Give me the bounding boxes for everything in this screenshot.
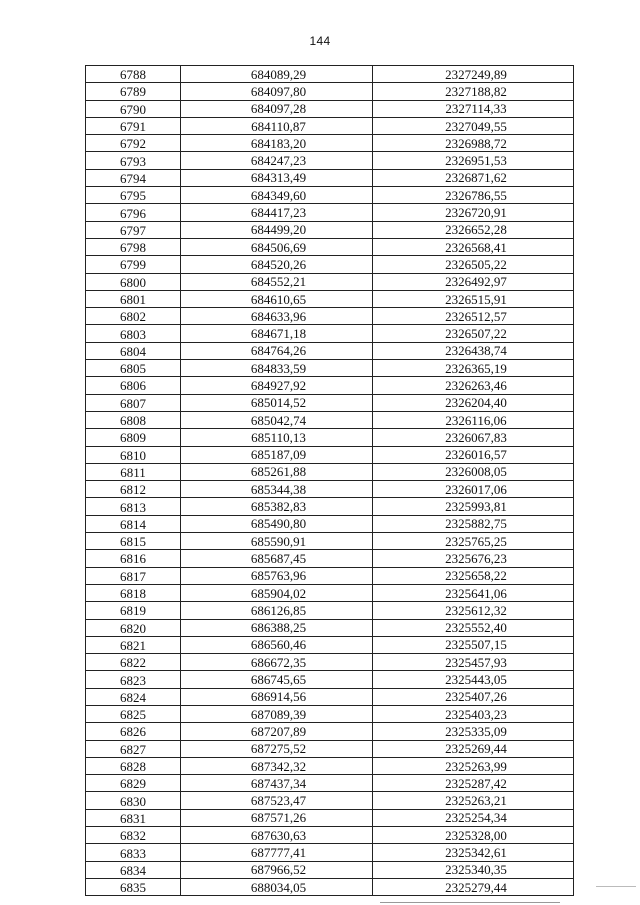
point-number-cell: 6804 [86, 342, 181, 359]
y-coordinate-cell: 2325882,75 [373, 515, 574, 532]
point-number-cell: 6794 [86, 169, 181, 186]
y-coordinate-cell: 2325263,99 [373, 757, 574, 774]
point-number-cell: 6826 [86, 723, 181, 740]
y-coordinate-cell: 2326017,06 [373, 481, 574, 498]
x-coordinate-cell: 684506,69 [181, 238, 373, 255]
x-coordinate-cell: 684764,26 [181, 342, 373, 359]
y-coordinate-cell: 2325335,09 [373, 723, 574, 740]
table-row [86, 654, 574, 671]
table-row [86, 550, 574, 567]
x-coordinate-cell: 686745,65 [181, 671, 373, 688]
point-number-cell: 6833 [86, 844, 181, 861]
y-coordinate-cell: 2325658,22 [373, 567, 574, 584]
x-coordinate-cell: 684097,28 [181, 100, 373, 117]
y-coordinate-cell: 2325254,34 [373, 809, 574, 826]
point-number-cell: 6809 [86, 429, 181, 446]
x-coordinate-cell: 685042,74 [181, 411, 373, 428]
x-coordinate-cell: 685344,38 [181, 481, 373, 498]
point-number-cell: 6795 [86, 187, 181, 204]
table-row [86, 792, 574, 809]
point-number-cell: 6827 [86, 740, 181, 757]
x-coordinate-cell: 687437,34 [181, 775, 373, 792]
point-number-cell: 6830 [86, 792, 181, 809]
x-coordinate-cell: 686672,35 [181, 654, 373, 671]
x-coordinate-cell: 685590,91 [181, 533, 373, 550]
point-number-cell: 6792 [86, 135, 181, 152]
page-number: 144 [309, 34, 331, 48]
x-coordinate-cell: 684349,60 [181, 187, 373, 204]
point-number-cell: 6796 [86, 204, 181, 221]
table-row [86, 135, 574, 152]
y-coordinate-cell: 2325443,05 [373, 671, 574, 688]
coordinates-table-body [86, 66, 574, 896]
x-coordinate-cell: 684833,59 [181, 360, 373, 377]
table-row [86, 221, 574, 238]
y-coordinate-cell: 2326871,62 [373, 169, 574, 186]
table-row [86, 705, 574, 722]
table-row [86, 602, 574, 619]
x-coordinate-cell: 685110,13 [181, 429, 373, 446]
y-coordinate-cell: 2326652,28 [373, 221, 574, 238]
y-coordinate-cell: 2326988,72 [373, 135, 574, 152]
table-row [86, 290, 574, 307]
y-coordinate-cell: 2325676,23 [373, 550, 574, 567]
point-number-cell: 6815 [86, 533, 181, 550]
point-number-cell: 6814 [86, 515, 181, 532]
x-coordinate-cell: 687630,63 [181, 827, 373, 844]
point-number-cell: 6793 [86, 152, 181, 169]
x-coordinate-cell: 687275,52 [181, 740, 373, 757]
table-row [86, 515, 574, 532]
y-coordinate-cell: 2326016,57 [373, 446, 574, 463]
y-coordinate-cell: 2326204,40 [373, 394, 574, 411]
x-coordinate-cell: 684552,21 [181, 273, 373, 290]
point-number-cell: 6822 [86, 654, 181, 671]
y-coordinate-cell: 2325507,15 [373, 636, 574, 653]
scan-artifact-line [596, 886, 636, 887]
x-coordinate-cell: 684927,92 [181, 377, 373, 394]
table-row [86, 775, 574, 792]
table-row [86, 238, 574, 255]
y-coordinate-cell: 2326505,22 [373, 256, 574, 273]
x-coordinate-cell: 685490,80 [181, 515, 373, 532]
x-coordinate-cell: 685904,02 [181, 584, 373, 601]
y-coordinate-cell: 2325993,81 [373, 498, 574, 515]
x-coordinate-cell: 687523,47 [181, 792, 373, 809]
y-coordinate-cell: 2327188,82 [373, 83, 574, 100]
point-number-cell: 6797 [86, 221, 181, 238]
table-row [86, 100, 574, 117]
point-number-cell: 6817 [86, 567, 181, 584]
point-number-cell: 6816 [86, 550, 181, 567]
table-row [86, 187, 574, 204]
x-coordinate-cell: 684499,20 [181, 221, 373, 238]
table-row [86, 66, 574, 83]
table-row [86, 446, 574, 463]
y-coordinate-cell: 2325328,00 [373, 827, 574, 844]
x-coordinate-cell: 686560,46 [181, 636, 373, 653]
y-coordinate-cell: 2326067,83 [373, 429, 574, 446]
table-row [86, 861, 574, 878]
x-coordinate-cell: 684313,49 [181, 169, 373, 186]
point-number-cell: 6824 [86, 688, 181, 705]
table-row [86, 204, 574, 221]
table-row [86, 152, 574, 169]
y-coordinate-cell: 2325340,35 [373, 861, 574, 878]
table-row [86, 360, 574, 377]
y-coordinate-cell: 2326365,19 [373, 360, 574, 377]
point-number-cell: 6834 [86, 861, 181, 878]
y-coordinate-cell: 2325552,40 [373, 619, 574, 636]
y-coordinate-cell: 2325263,21 [373, 792, 574, 809]
table-row [86, 498, 574, 515]
x-coordinate-cell: 687342,32 [181, 757, 373, 774]
x-coordinate-cell: 684247,23 [181, 152, 373, 169]
point-number-cell: 6813 [86, 498, 181, 515]
coordinates-table [85, 65, 574, 896]
y-coordinate-cell: 2326515,91 [373, 290, 574, 307]
point-number-cell: 6818 [86, 584, 181, 601]
y-coordinate-cell: 2325403,23 [373, 705, 574, 722]
x-coordinate-cell: 684671,18 [181, 325, 373, 342]
x-coordinate-cell: 686914,56 [181, 688, 373, 705]
point-number-cell: 6791 [86, 117, 181, 134]
x-coordinate-cell: 687089,39 [181, 705, 373, 722]
point-number-cell: 6802 [86, 308, 181, 325]
table-row [86, 809, 574, 826]
table-row [86, 671, 574, 688]
point-number-cell: 6832 [86, 827, 181, 844]
point-number-cell: 6828 [86, 757, 181, 774]
table-row [86, 740, 574, 757]
x-coordinate-cell: 687207,89 [181, 723, 373, 740]
table-row [86, 342, 574, 359]
y-coordinate-cell: 2326116,06 [373, 411, 574, 428]
table-row [86, 169, 574, 186]
y-coordinate-cell: 2325279,44 [373, 878, 574, 895]
table-row [86, 273, 574, 290]
x-coordinate-cell: 684183,20 [181, 135, 373, 152]
x-coordinate-cell: 687777,41 [181, 844, 373, 861]
x-coordinate-cell: 685261,88 [181, 463, 373, 480]
table-row [86, 481, 574, 498]
table-row [86, 325, 574, 342]
table-row [86, 827, 574, 844]
table-row [86, 411, 574, 428]
table-row [86, 377, 574, 394]
x-coordinate-cell: 684110,87 [181, 117, 373, 134]
x-coordinate-cell: 687571,26 [181, 809, 373, 826]
y-coordinate-cell: 2326263,46 [373, 377, 574, 394]
table-row [86, 83, 574, 100]
point-number-cell: 6798 [86, 238, 181, 255]
point-number-cell: 6812 [86, 481, 181, 498]
x-coordinate-cell: 684610,65 [181, 290, 373, 307]
point-number-cell: 6831 [86, 809, 181, 826]
table-row [86, 636, 574, 653]
y-coordinate-cell: 2325641,06 [373, 584, 574, 601]
y-coordinate-cell: 2327049,55 [373, 117, 574, 134]
table-row [86, 117, 574, 134]
y-coordinate-cell: 2325342,61 [373, 844, 574, 861]
point-number-cell: 6819 [86, 602, 181, 619]
y-coordinate-cell: 2327249,89 [373, 66, 574, 83]
point-number-cell: 6810 [86, 446, 181, 463]
y-coordinate-cell: 2326507,22 [373, 325, 574, 342]
point-number-cell: 6835 [86, 878, 181, 895]
y-coordinate-cell: 2326786,55 [373, 187, 574, 204]
x-coordinate-cell: 686388,25 [181, 619, 373, 636]
y-coordinate-cell: 2327114,33 [373, 100, 574, 117]
point-number-cell: 6800 [86, 273, 181, 290]
y-coordinate-cell: 2325612,32 [373, 602, 574, 619]
x-coordinate-cell: 685763,96 [181, 567, 373, 584]
point-number-cell: 6821 [86, 636, 181, 653]
point-number-cell: 6801 [86, 290, 181, 307]
table-row [86, 878, 574, 895]
y-coordinate-cell: 2325457,93 [373, 654, 574, 671]
point-number-cell: 6789 [86, 83, 181, 100]
point-number-cell: 6803 [86, 325, 181, 342]
point-number-cell: 6825 [86, 705, 181, 722]
point-number-cell: 6805 [86, 360, 181, 377]
y-coordinate-cell: 2326568,41 [373, 238, 574, 255]
table-row [86, 844, 574, 861]
table-row [86, 463, 574, 480]
point-number-cell: 6808 [86, 411, 181, 428]
point-number-cell: 6811 [86, 463, 181, 480]
y-coordinate-cell: 2326492,97 [373, 273, 574, 290]
x-coordinate-cell: 684633,96 [181, 308, 373, 325]
y-coordinate-cell: 2325287,42 [373, 775, 574, 792]
table-row [86, 567, 574, 584]
point-number-cell: 6806 [86, 377, 181, 394]
x-coordinate-cell: 684089,29 [181, 66, 373, 83]
table-row [86, 757, 574, 774]
table-row [86, 533, 574, 550]
x-coordinate-cell: 688034,05 [181, 878, 373, 895]
x-coordinate-cell: 684520,26 [181, 256, 373, 273]
table-row [86, 584, 574, 601]
x-coordinate-cell: 684097,80 [181, 83, 373, 100]
table-row [86, 429, 574, 446]
point-number-cell: 6823 [86, 671, 181, 688]
y-coordinate-cell: 2326720,91 [373, 204, 574, 221]
x-coordinate-cell: 684417,23 [181, 204, 373, 221]
y-coordinate-cell: 2326438,74 [373, 342, 574, 359]
y-coordinate-cell: 2326951,53 [373, 152, 574, 169]
point-number-cell: 6799 [86, 256, 181, 273]
y-coordinate-cell: 2326008,05 [373, 463, 574, 480]
x-coordinate-cell: 686126,85 [181, 602, 373, 619]
y-coordinate-cell: 2325407,26 [373, 688, 574, 705]
table-row [86, 394, 574, 411]
y-coordinate-cell: 2325269,44 [373, 740, 574, 757]
point-number-cell: 6788 [86, 66, 181, 83]
table-row [86, 723, 574, 740]
scan-artifact-line [380, 902, 560, 903]
point-number-cell: 6790 [86, 100, 181, 117]
x-coordinate-cell: 687966,52 [181, 861, 373, 878]
point-number-cell: 6829 [86, 775, 181, 792]
y-coordinate-cell: 2326512,57 [373, 308, 574, 325]
point-number-cell: 6807 [86, 394, 181, 411]
y-coordinate-cell: 2325765,25 [373, 533, 574, 550]
x-coordinate-cell: 685187,09 [181, 446, 373, 463]
table-row [86, 688, 574, 705]
x-coordinate-cell: 685382,83 [181, 498, 373, 515]
point-number-cell: 6820 [86, 619, 181, 636]
x-coordinate-cell: 685014,52 [181, 394, 373, 411]
table-row [86, 256, 574, 273]
x-coordinate-cell: 685687,45 [181, 550, 373, 567]
table-row [86, 619, 574, 636]
table-row [86, 308, 574, 325]
